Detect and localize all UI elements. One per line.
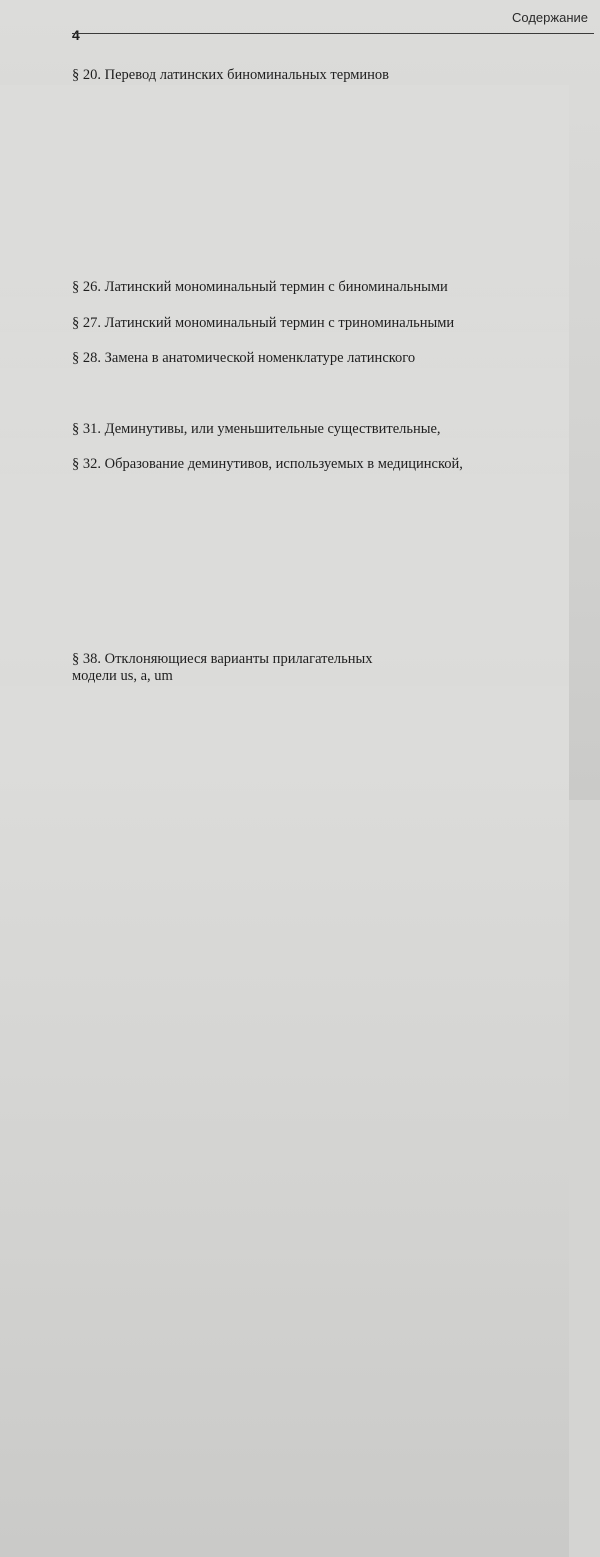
toc-entry-title: § 26. Латинский мономинальный термин с биноминальными — [72, 279, 448, 296]
toc-entry — [72, 651, 572, 669]
toc-entry-title: модели us, a, um — [72, 668, 173, 685]
toc-entry — [72, 315, 572, 333]
toc-entry — [72, 226, 572, 244]
toc-entry — [72, 297, 572, 315]
toc-entry — [72, 67, 572, 85]
toc-entry — [72, 686, 572, 704]
toc-entry — [72, 562, 572, 580]
toc-entry — [72, 138, 572, 156]
toc-entry — [72, 209, 572, 227]
toc-entry — [72, 191, 572, 209]
toc-entry — [72, 492, 572, 510]
toc-entry — [72, 456, 572, 474]
toc-entry — [72, 615, 572, 633]
toc-entry — [72, 580, 572, 598]
page-number: 4 — [72, 27, 80, 43]
toc-entry — [72, 545, 572, 563]
toc-entry — [72, 739, 572, 757]
toc-entry — [72, 368, 572, 386]
toc-entry — [72, 633, 572, 651]
toc-entry — [72, 120, 572, 138]
toc-entry — [72, 279, 572, 297]
toc-entry-page — [0, 757, 569, 1557]
toc-entry — [72, 332, 572, 350]
toc-entry-title: § 32. Образование деминутивов, используемых в медицинской, — [72, 456, 463, 473]
toc-entry — [72, 155, 572, 173]
toc-entry — [72, 598, 572, 616]
toc-entry — [72, 85, 572, 103]
toc-entry — [72, 102, 572, 120]
toc-entry — [72, 173, 572, 191]
toc-entry-title: § 20. Перевод латинских биноминальных терминов — [72, 67, 390, 83]
toc-entry-title: § 28. Замена в анатомической номенклатуре латинского — [72, 350, 416, 366]
toc-entry — [72, 509, 572, 527]
toc-entry-title: § 31. Деминутивы, или уменьшительные существительные, — [72, 420, 441, 437]
toc-entry — [72, 262, 572, 280]
toc-entry — [72, 244, 572, 262]
toc-entry — [72, 350, 572, 368]
toc-entry — [72, 438, 572, 456]
toc-entry — [72, 757, 572, 775]
table-of-contents — [72, 67, 572, 775]
toc-entry-title: § 27. Латинский мономинальный термин с триноминальными — [72, 314, 455, 331]
running-head: Содержание — [512, 10, 588, 25]
toc-entry — [72, 721, 572, 739]
header-rule — [72, 33, 594, 34]
toc-entry — [72, 385, 572, 403]
toc-entry — [72, 668, 572, 686]
toc-entry — [72, 527, 572, 545]
toc-entry — [72, 403, 572, 421]
toc-entry — [72, 474, 572, 492]
toc-entry — [72, 421, 572, 439]
toc-entry-title: § 38. Отклоняющиеся варианты прилагательных — [72, 650, 373, 667]
toc-entry — [72, 704, 572, 722]
